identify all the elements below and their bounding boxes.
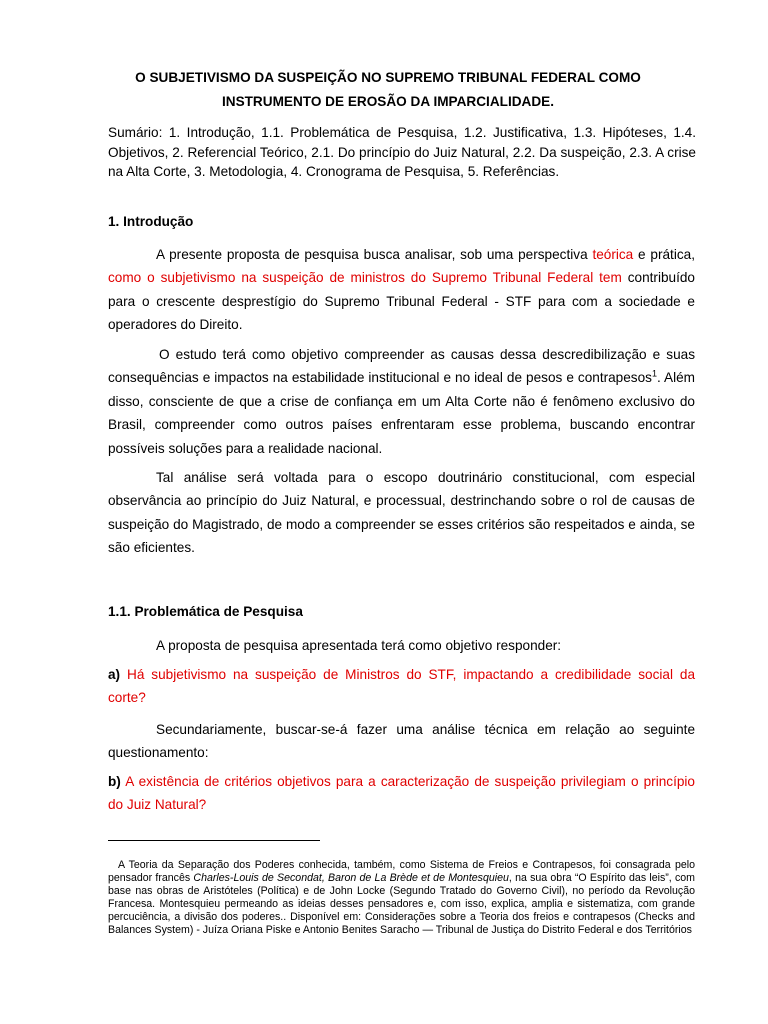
intro-paragraph-1	[108, 243, 695, 337]
footnote-reference-mark[interactable]: 1	[651, 368, 657, 379]
table-of-contents-summary: Sumário: 1. Introdução, 1.1. Problemática de Pesquisa, 1.2. Justificativa, 1.3. Hipóteses, 1.4. Objetivos, 2. Referencial Teórico, 2.1. Do princípio do Juiz Natural, 2.2. Da suspeição, 2.3. A crise na Alta Corte, 3. Metodologia, 4. Cronograma de Pesquisa, 5. Referências.	[108, 125, 696, 179]
footnote-text-2: , na sua obra “O Espírito das leis”, com base nas obras de Aristóteles (Política) e de John Locke (Segundo Tratado do Governo Civil), no período da Revolução Francesa. Montesquieu permeando as ideias desses pensadores e, com isso, explica, amplia e sistematiza, com grande percuciência, a divisão dos poderes.. Disponível em: Considerações sobre a Teoria dos freios e contrapesos (Checks and Balances System) - Juíza Oriana Piske e Antonio Benites Saracho — Tribunal de Justiça do Distrito Federal e dos Territórios	[108, 871, 695, 936]
intro-p1-text-3: contribuído para o crescente desprestígio do Supremo Tribunal Federal - STF para com a sociedade e operadores do Direito.	[108, 270, 695, 333]
intro-paragraph-3: Tal análise será voltada para o escopo doutrinário constitucional, com especial observância ao princípio do Juiz Natural, e processual, destrinchando sobre o rol de causas de suspeição do Magistrado, de modo a compreender se esses critérios são respeitados e ainda, se são eficientes.	[108, 470, 695, 556]
document-title	[108, 66, 668, 113]
problem-paragraph-1: A proposta de pesquisa apresentada terá como objetivo responder:	[156, 638, 562, 653]
intro-paragraph-2	[108, 343, 695, 460]
question-b-label: b)	[108, 774, 121, 789]
intro-p1-text-1: A presente proposta de pesquisa busca analisar, sob uma perspectiva	[156, 247, 593, 262]
section-heading-introduction: 1. Introdução	[108, 214, 194, 229]
footnote-1	[108, 859, 695, 936]
title-line-1: O SUBJETIVISMO DA SUSPEIÇÃO NO SUPREMO TRIBUNAL FEDERAL COMO	[135, 70, 641, 85]
footnote-text-1: A Teoria da Separação dos Poderes conhecida, também, como Sistema de Freios e Contrapesos, foi consagrada pelo pensador francês	[108, 859, 695, 884]
research-question-b	[108, 770, 695, 817]
intro-p1-text-2: e prática,	[633, 247, 695, 262]
title-line-2: INSTRUMENTO DE EROSÃO DA IMPARCIALIDADE.	[221, 93, 555, 109]
question-b-text: A existência de critérios objetivos para a caracterização de suspeição privilegiam o princípio do Juiz Natural?	[108, 774, 695, 813]
footnote-separator	[108, 840, 320, 841]
intro-p2-text-1: O estudo terá como objetivo compreender as causas dessa descredibilização e suas consequências e impactos na estabilidade institucional e no ideal de pesos e contrapesos	[108, 347, 695, 386]
question-a-text: Há subjetivismo na suspeição de Ministros do STF, impactando a credibilidade social da corte?	[108, 667, 696, 706]
problem-paragraph-2: Secundariamente, buscar-se-á fazer uma análise técnica em relação ao seguinte questionamento:	[108, 722, 695, 761]
question-a-label: a)	[108, 667, 121, 682]
intro-p1-highlight-1: teórica	[592, 247, 634, 262]
section-heading-problem: 1.1. Problemática de Pesquisa	[108, 604, 303, 619]
footnote-author-italic: Charles-Louis de Secondat, Baron de La Brède et de Montesquieu	[193, 871, 509, 884]
research-question-a	[108, 663, 695, 710]
intro-p1-highlight-2: como o subjetivismo na suspeição de ministros do Supremo Tribunal Federal tem	[108, 270, 622, 286]
intro-p2-text-2: . Além disso, consciente de que a crise de confiança em um Alta Corte não é fenômeno exclusivo do Brasil, compreender como outros países enfrentaram esse problema, buscando encontrar possíveis soluções para a realidade nacional.	[108, 370, 695, 456]
